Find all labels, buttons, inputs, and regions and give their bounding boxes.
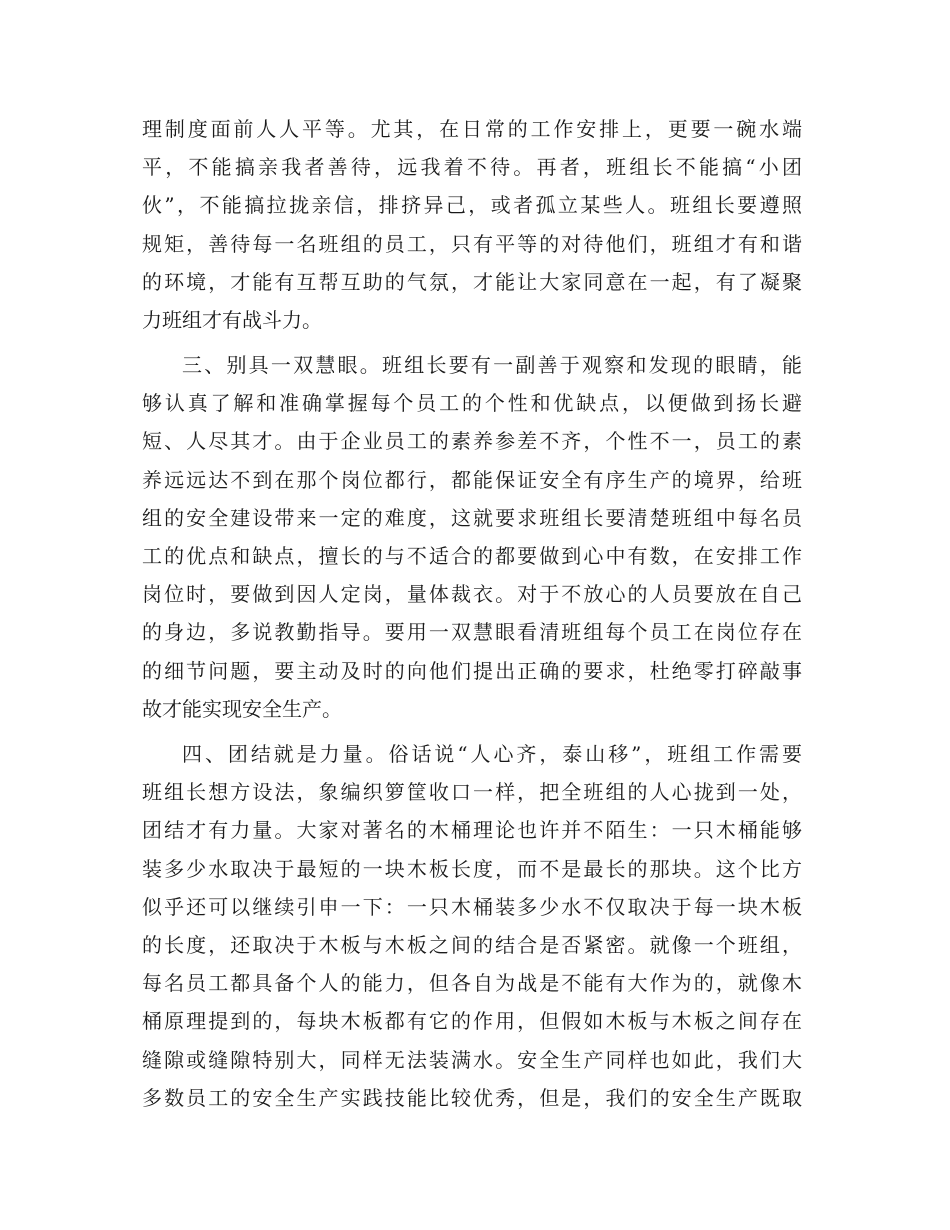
paragraph-line: 团结才有力量。大家对著名的木桶理论也许并不陌生：一只木桶能够 (142, 818, 802, 843)
paragraph-line: 四、团结就是力量。俗话说“人心齐，泰山移”，班组工作需要 (182, 742, 802, 766)
paragraph-line: 短、人尽其才。由于企业员工的素养参差不齐，个性不一，员工的素 (142, 429, 802, 454)
paragraph-line: 工的优点和缺点，擅长的与不适合的都要做到心中有数，在安排工作 (142, 543, 802, 568)
paragraph-line: 理制度面前人人平等。尤其，在日常的工作安排上，更要一碗水端 (142, 117, 802, 141)
paragraph-section-four (142, 735, 802, 1117)
paragraph-line: 多数员工的安全生产实践技能比较优秀，但是，我们的安全生产既取 (142, 1085, 802, 1110)
paragraph-line: 的长度，还取决于木板与木板之间的结合是否紧密。就像一个班组， (142, 932, 802, 957)
paragraph-line: 岗位时，要做到因人定岗，量体裁衣。对于不放心的人员要放在自己 (142, 582, 802, 607)
paragraph-line: 三、别具一双慧眼。班组长要有一副善于观察和发现的眼睛，能 (182, 353, 802, 377)
paragraph-line: 伙”，不能搞拉拢亲信，排挤异己，或者孤立某些人。班组长要遵照 (142, 193, 802, 218)
paragraph-line: 养远远达不到在那个岗位都行，都能保证安全有序生产的境界，给班 (142, 467, 802, 492)
paragraph-line: 似乎还可以继续引申一下：一只木桶装多少水不仅取决于每一块木板 (142, 894, 802, 919)
paragraph-equality-continued (142, 110, 802, 339)
paragraph-line: 平，不能搞亲我者善待，远我着不待。再者，班组长不能搞“小团 (142, 155, 802, 180)
paragraph-line: 桶原理提到的，每块木板都有它的作用，但假如木板与木板之间存在 (142, 1009, 802, 1034)
paragraph-line: 装多少水取决于最短的一块木板长度，而不是最长的那块。这个比方 (142, 856, 802, 881)
paragraph-line: 缝隙或缝隙特别大，同样无法装满水。安全生产同样也如此，我们大 (142, 1047, 802, 1072)
paragraph-line: 的环境，才能有互帮互助的气氛，才能让大家同意在一起，有了凝聚 (142, 269, 802, 294)
paragraph-line: 力班组才有战斗力。 (142, 307, 322, 332)
paragraph-line: 故才能实现安全生产。 (142, 696, 342, 721)
paragraph-line: 规矩，善待每一名班组的员工，只有平等的对待他们，班组才有和谐 (142, 231, 802, 256)
paragraph-line: 的身边，多说教勤指导。要用一双慧眼看清班组每个员工在岗位存在 (142, 620, 802, 645)
paragraph-line: 组的安全建设带来一定的难度，这就要求班组长要清楚班组中每名员 (142, 505, 802, 530)
paragraph-line: 的细节问题，要主动及时的向他们提出正确的要求，杜绝零打碎敲事 (142, 658, 802, 683)
paragraph-section-three (142, 346, 802, 728)
paragraph-line: 够认真了解和准确掌握每个员工的个性和优缺点，以便做到扬长避 (142, 391, 802, 416)
paragraph-line: 班组长想方设法，象编织箩筐收口一样，把全班组的人心拢到一处， (142, 780, 802, 805)
paragraph-line: 每名员工都具备个人的能力，但各自为战是不能有大作为的，就像木 (142, 971, 802, 996)
